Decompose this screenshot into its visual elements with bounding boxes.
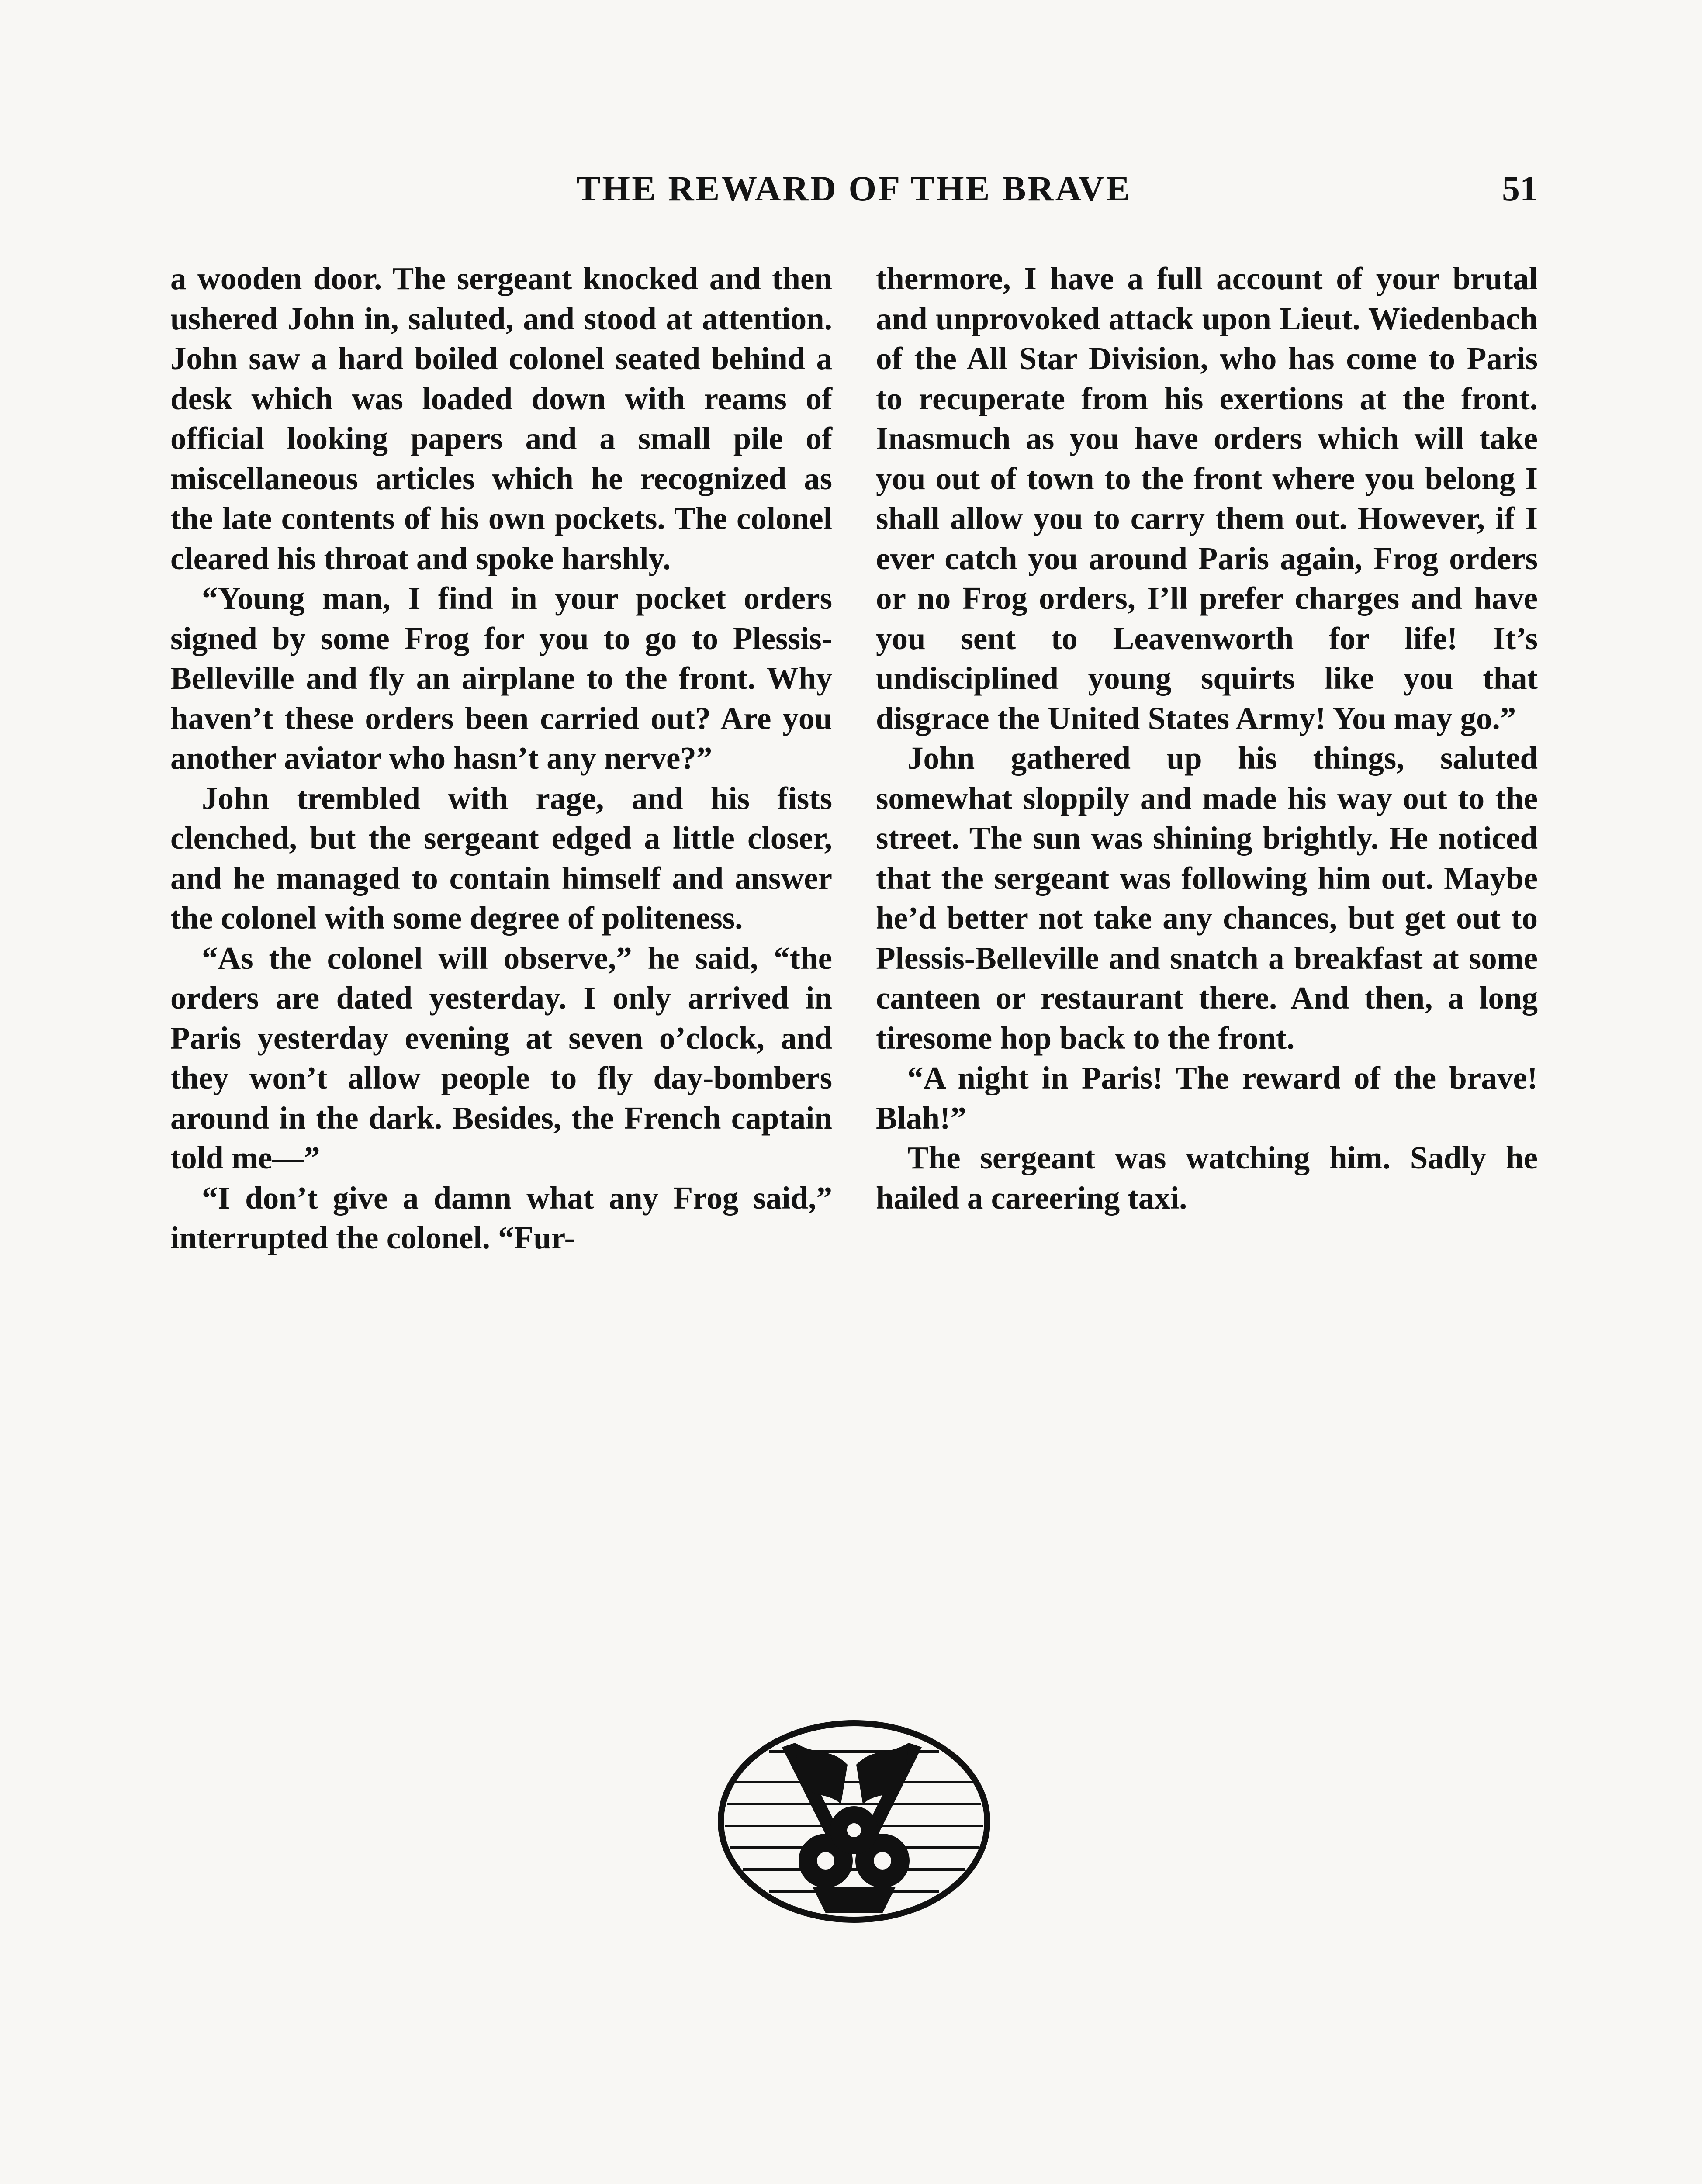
paragraph: “A night in Paris! The reward of the brave! Blah!” — [876, 1060, 1538, 1136]
paragraph: “As the colonel will observe,” he said, “the orders are dated yesterday. I only arrived in Paris yesterday evening at seven o’clock, and they won’t allow people to fly day-bombers around in the dark. Besides, the French captain told me—” — [170, 940, 832, 1175]
paragraph: thermore, I have a full account of your brutal and unprovoked attack upon Lieut. Wiedenbach of the All Star Division, who has come to Paris to recuperate from his exertions at the front. Inasmuch as you have orders which will take you out of town to the front where you belong I shall allow you to carry them out. However, if I ever catch you around Paris again, Frog orders or no Frog orders, I’ll prefer charges and have you sent to Leavenworth for life! It’s undisciplined young squirts like you that disgrace the United States Army! You may go.” — [876, 261, 1538, 736]
paragraph: a wooden door. The sergeant knocked and then ushered John in, saluted, and stood at attention. John saw a hard boiled colonel seated behind a desk which was loaded down with reams of official looking papers and a small pile of miscellaneous articles which he recognized as the late contents of his own pockets. The colonel cleared his throat and spoke harshly. — [170, 261, 832, 576]
page-number: 51 — [1502, 169, 1538, 208]
paragraph: “Young man, I find in your pocket orders signed by some Frog for you to go to Plessis-Belleville and fly an airplane to the front. Why haven’t these orders been carried out? Are you another aviator who hasn’t any nerve?” — [170, 581, 832, 776]
paragraph: John trembled with rage, and his fists clenched, but the sergeant edged a little closer, and he managed to contain himself and answer the colonel with some degree of politeness. — [170, 780, 832, 936]
paragraph: The sergeant was watching him. Sadly he hailed a careering taxi. — [876, 1140, 1538, 1216]
running-title: THE REWARD OF THE BRAVE — [576, 169, 1132, 208]
text-column-right — [876, 259, 1538, 1218]
page-header — [170, 168, 1538, 216]
paragraph: John gathered up his things, saluted somewhat sloppily and made his way out to the street. The sun was shining brightly. He noticed that the sergeant was following him out. Maybe he’d better not take any chances, but get out to Plessis-Belleville and snatch a breakfast at some canteen or restaurant there. And then, a long tiresome hop back to the front. — [876, 740, 1538, 1056]
crossed-flags-emblem-icon — [716, 1717, 992, 1926]
text-column-left — [170, 259, 832, 1258]
paragraph: “I don’t give a damn what any Frog said,” interrupted the colonel. “Fur- — [170, 1180, 832, 1255]
